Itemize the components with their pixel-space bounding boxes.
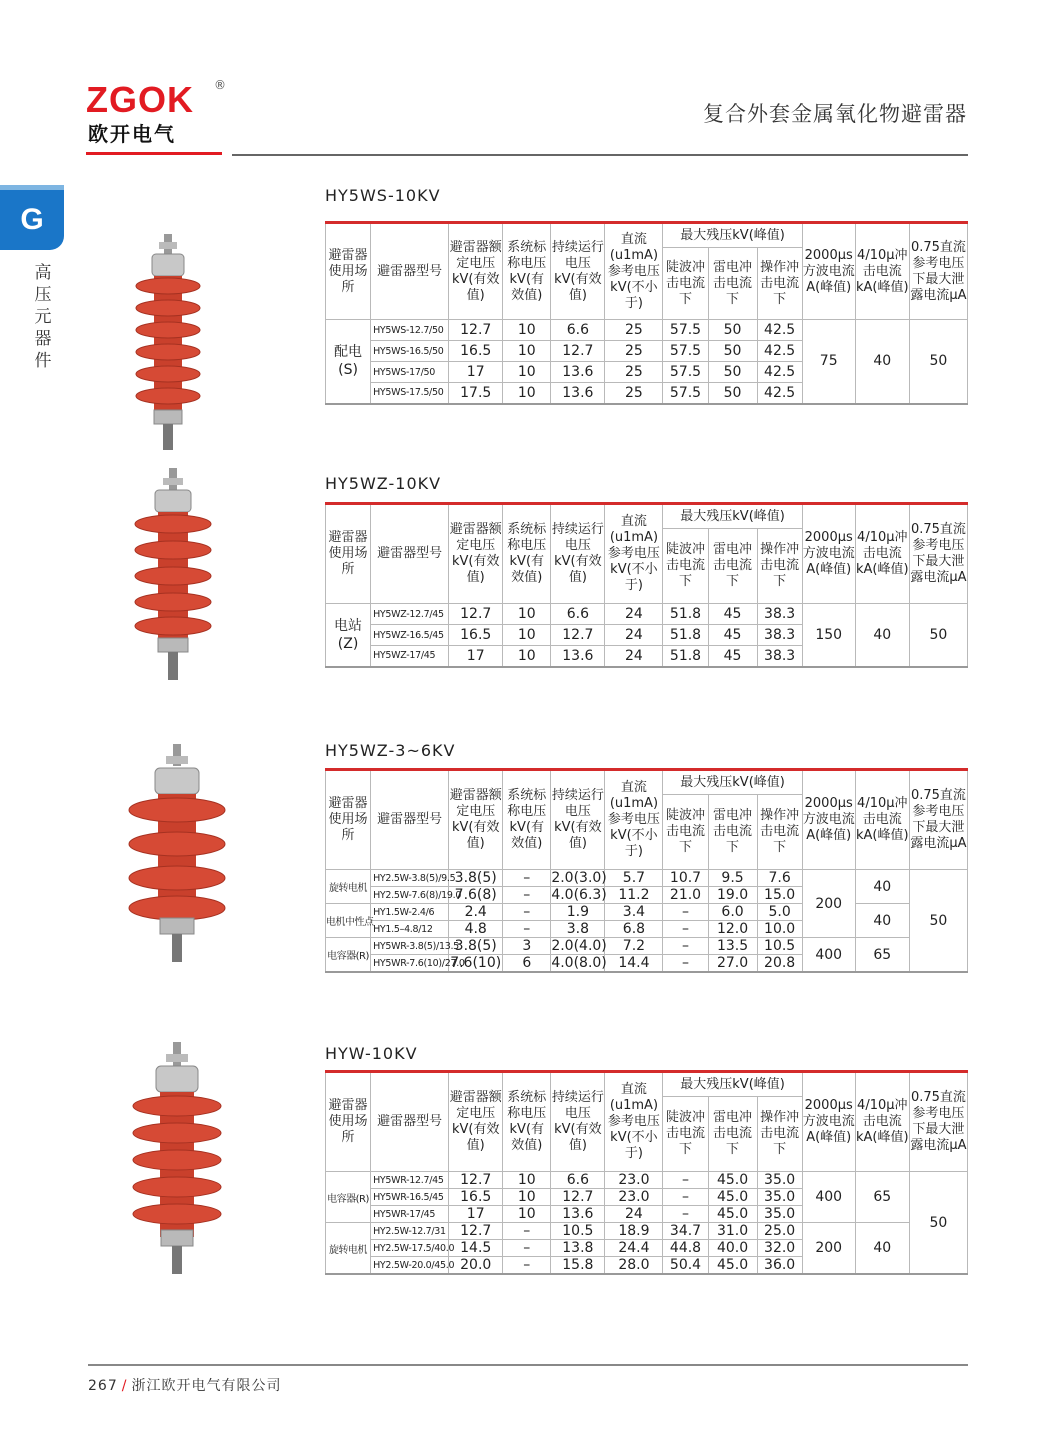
spec-table-hy5ws (325, 221, 968, 405)
table-row: 旋转电机 HY2.5W-12.7/31 12.7 – 10.5 18.9 34.7 31.0 25.0 200 40 (326, 1223, 968, 1240)
section-title-hy5wz-3-6: HY5WZ-3~6KV (325, 741, 456, 760)
footer-separator: / (121, 1378, 128, 1394)
square-cell: 200 (802, 1223, 855, 1275)
arrester-image-2 (128, 466, 218, 686)
table-row: HY5WS-17/50 17 10 13.6 25 57.5 50 42.5 (326, 362, 968, 383)
page-title: 复合外套金属氧化物避雷器 (703, 102, 967, 126)
header-square: 2000μs方波电流A(峰值) (802, 223, 855, 320)
header-divider (232, 154, 968, 156)
impulse-cell: 40 (855, 870, 909, 904)
impulse-cell: 40 (855, 1223, 909, 1275)
leakage-cell: 50 (909, 604, 967, 667)
impulse-cell: 40 (855, 320, 909, 404)
square-cell: 400 (802, 938, 855, 973)
header-rated: 避雷器额定电压kV(有效值) (449, 223, 503, 320)
registered-mark: ® (214, 78, 226, 92)
table-row: HY5WR-7.6(10)/27.0 7.6(10) 6 4.0(8.0) 14.4 – 27.0 20.8 (326, 955, 968, 973)
table-row: HY2.5W-17.5/40.0 14.5 – 13.8 24.4 44.8 40.0 32.0 (326, 1240, 968, 1257)
page-number: 267 (88, 1378, 118, 1394)
square-cell: 75 (802, 320, 855, 404)
table-row: 电机中性点 HY1.5W-2.4/6 2.4 – 1.9 3.4 – 6.0 5.0 40 (326, 904, 968, 921)
leakage-cell: 50 (909, 1172, 967, 1275)
arrester-image-4 (122, 1040, 232, 1280)
location-cell: 电站(Z) (326, 604, 371, 667)
section-title-hyw: HYW-10KV (325, 1044, 418, 1063)
leakage-cell: 50 (909, 870, 967, 973)
table-row: 配电(S) HY5WS-12.7/50 12.7 10 6.6 25 57.5 50 42.5 75 40 50 (326, 320, 968, 341)
side-tab-letter[interactable]: G (0, 190, 64, 250)
location-cell: 电机中性点 (326, 904, 371, 938)
section-title-hy5ws: HY5WS-10KV (325, 186, 441, 205)
logo-subtitle: 欧开电气 (88, 122, 176, 146)
table-row: 电站(Z) HY5WZ-12.7/45 12.7 10 6.6 24 51.8 45 38.3 150 40 50 (326, 604, 968, 625)
section-title-hy5wz: HY5WZ-10KV (325, 474, 442, 493)
logo-wordmark: ZGOK (86, 79, 194, 120)
location-cell: 配电(S) (326, 320, 371, 404)
arrester-image-1 (128, 230, 208, 455)
header-steep: 陡波冲击电流下 (663, 248, 708, 320)
header-leakage: 0.75直流参考电压下最大泄露电流μA (909, 223, 967, 320)
header-dc-ref: 直流(u1mA)参考电压kV(不小于) (605, 223, 663, 320)
header-switching: 操作冲击电流下 (757, 248, 802, 320)
table-row: HY5WR-16.5/45 16.5 10 12.7 23.0 – 45.0 35.0 (326, 1189, 968, 1206)
location-cell: 电容器(R) (326, 938, 371, 973)
impulse-cell: 65 (855, 938, 909, 973)
impulse-cell: 40 (855, 904, 909, 938)
table-row: HY2.5W-7.6(8)/19.0 7.6(8) – 4.0(6.3) 11.2 21.0 19.0 15.0 (326, 887, 968, 904)
header-lightning: 雷电冲击电流下 (708, 248, 757, 320)
arrester-image-3 (122, 740, 232, 970)
spec-table-hy5wz: 避雷器使用场所 避雷器型号 避雷器额定电压kV(有效值) 系统标称电压kV(有效值) 持续运行电压kV(有效值) 直流(u1mA)参考电压kV(不小于) 最大残压kV(峰值) 2000μs方波电流A(峰值) 4/10μ冲击电流kA(峰值) 0.75直流参考电压下最大泄露电流μA 陡波冲击电流下 雷电冲击电流下 操作冲击电流下 电站(Z) HY5WZ-12.7/45 12.7 10 6.6 24 51.8 45 38.3 150 40 50 HY5WZ-16.5/45 16.5 10 12.7 24 51.8 45 38.3 HY5WZ-17/45 17 10 13.6 24 51.8 45 38.3 (325, 502, 968, 668)
header-impulse: 4/10μ冲击电流kA(峰值) (855, 223, 909, 320)
location-cell: 电容器(R) (326, 1172, 371, 1223)
spec-table-hyw: 避雷器使用场所 避雷器型号 避雷器额定电压kV(有效值) 系统标称电压kV(有效值) 持续运行电压kV(有效值) 直流(u1mA)参考电压kV(不小于) 最大残压kV(峰值) 2000μs方波电流A(峰值) 4/10μ冲击电流kA(峰值) 0.75直流参考电压下最大泄露电流μA 陡波冲击电流下 雷电冲击电流下 操作冲击电流下 电容器(R) HY5WR-12.7/45 12.7 10 6.6 23.0 – 45.0 35.0 400 65 50 HY5WR-16.5/45 16.5 10 12.7 23.0 – 45.0 35.0 HY5WR-17/45 17 10 13.6 24 – 45.0 35.0 旋转电机 HY2.5W-12.7/31 12.7 – 10.5 18.9 34.7 31.0 25.0 200 40 HY2.5W-17.5/40.0 14.5 – 13.8 24.4 44.8 40.0 32.0 HY2.5W-20.0/45.0 20.0 – 15.8 28.0 50.4 45.0 36.0 (325, 1070, 968, 1275)
header-location: 避雷器使用场所 (326, 223, 371, 320)
side-tab-label: 高压元器件 (34, 263, 52, 371)
table-row: HY5WR-17/45 17 10 13.6 24 – 45.0 35.0 (326, 1206, 968, 1223)
table-row: 电容器(R) HY5WR-12.7/45 12.7 10 6.6 23.0 – 45.0 35.0 400 65 50 (326, 1172, 968, 1189)
footer-divider (88, 1364, 968, 1366)
table-row: HY1.5–4.8/12 4.8 – 3.8 6.8 – 12.0 10.0 (326, 921, 968, 938)
header-system: 系统标称电压kV(有效值) (503, 223, 551, 320)
square-cell: 400 (802, 1172, 855, 1223)
spec-table-hy5wz-3-6: 避雷器使用场所 避雷器型号 避雷器额定电压kV(有效值) 系统标称电压kV(有效值) 持续运行电压kV(有效值) 直流(u1mA)参考电压kV(不小于) 最大残压kV(峰值) 2000μs方波电流A(峰值) 4/10μ冲击电流kA(峰值) 0.75直流参考电压下最大泄露电流μA 陡波冲击电流下 雷电冲击电流下 操作冲击电流下 旋转电机 HY2.5W-3.8(5)/9.5 3.8(5) – 2.0(3.0) 5.7 10.7 9.5 7.6 200 40 50 HY2.5W-7.6(8)/19.0 7.6(8) – 4.0(6.3) 11.2 21.0 19.0 15.0 电机中性点 HY1.5W-2.4/6 2.4 – 1.9 3.4 – 6.0 5.0 40 HY1.5–4.8/12 4.8 – 3.8 6.8 – 12.0 10.0 电容器(R) HY5WR-3.8(5)/13.5 3.8(5) 3 2.0(4.0) 7.2 – 13.5 10.5 400 65 HY5WR-7.6(10)/27.0 7.6(10) 6 4.0(8.0) 14.4 – 27.0 20.8 (325, 768, 968, 973)
location-cell: 旋转电机 (326, 870, 371, 904)
location-cell: 旋转电机 (326, 1223, 371, 1275)
table-row: HY2.5W-20.0/45.0 20.0 – 15.8 28.0 50.4 45.0 36.0 (326, 1257, 968, 1275)
header-residual: 最大残压kV(峰值) (663, 223, 802, 248)
table-row: 旋转电机 HY2.5W-3.8(5)/9.5 3.8(5) – 2.0(3.0) 5.7 10.7 9.5 7.6 200 40 50 (326, 870, 968, 887)
table-row: 电容器(R) HY5WR-3.8(5)/13.5 3.8(5) 3 2.0(4.0) 7.2 – 13.5 10.5 400 65 (326, 938, 968, 955)
table-row: HY5WZ-17/45 17 10 13.6 24 51.8 45 38.3 (326, 646, 968, 667)
table-row: HY5WZ-16.5/45 16.5 10 12.7 24 51.8 45 38.3 (326, 625, 968, 646)
impulse-cell: 65 (855, 1172, 909, 1223)
brand-logo (86, 78, 236, 147)
logo-underline (86, 152, 222, 155)
company-name: 浙江欧开电气有限公司 (131, 1378, 282, 1394)
header-continuous: 持续运行电压kV(有效值) (551, 223, 605, 320)
impulse-cell: 40 (855, 604, 909, 667)
leakage-cell: 50 (909, 320, 967, 404)
table-row: HY5WS-16.5/50 16.5 10 12.7 25 57.5 50 42.5 (326, 341, 968, 362)
square-cell: 200 (802, 870, 855, 938)
footer (88, 1375, 281, 1395)
table-row: HY5WS-17.5/50 17.5 10 13.6 25 57.5 50 42.5 (326, 383, 968, 404)
header-model: 避雷器型号 (371, 223, 449, 320)
square-cell: 150 (802, 604, 855, 667)
